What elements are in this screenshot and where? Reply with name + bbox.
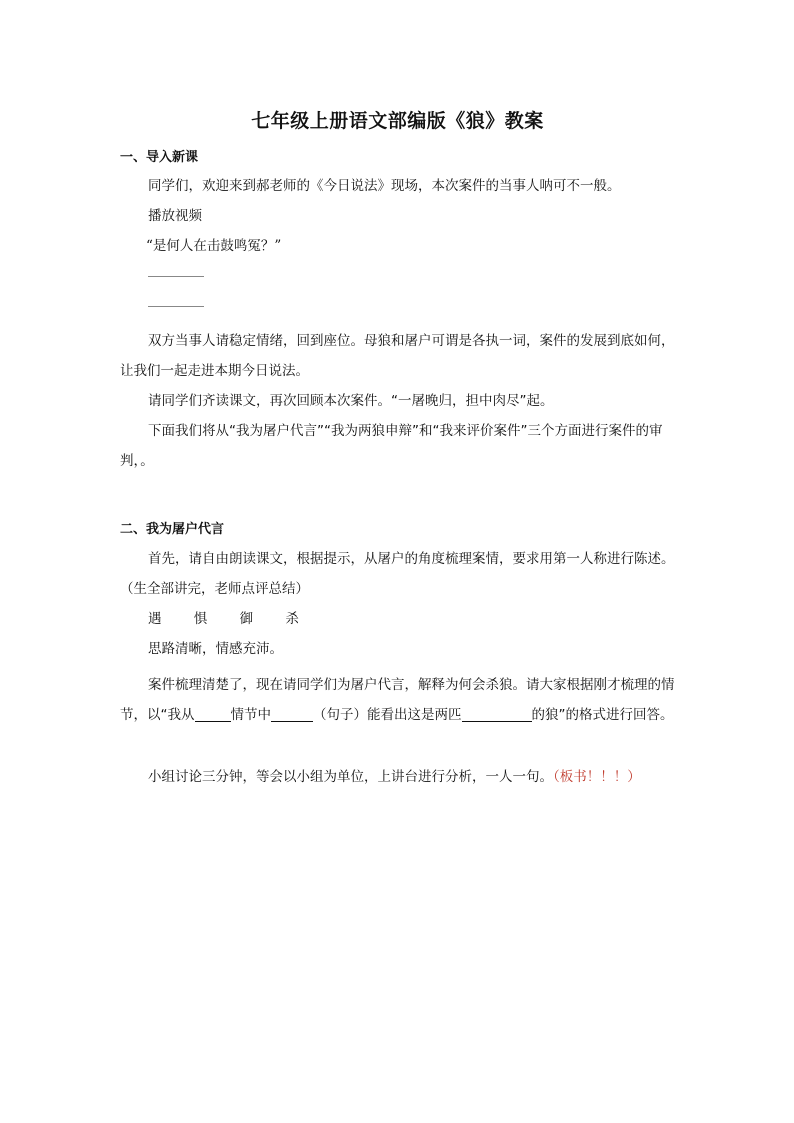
paragraph-play-video: 播放视频 (148, 208, 202, 224)
paragraph-read-aloud: 请同学们齐读课文，再次回顾本次案件。“一屠晚归，担中肉尽”起。 (148, 393, 554, 409)
paragraph-quote: “是何人在击鼓鸣冤？” (146, 238, 282, 254)
fill-text-part-4: 的狼”的格式进行回答。 (531, 707, 674, 723)
dash-rule (148, 276, 204, 277)
blank-sentence[interactable] (271, 707, 313, 722)
paragraph-fill-in-format (120, 670, 675, 730)
paragraph-group-discussion (120, 762, 675, 792)
paragraph-three-aspects: 下面我们将从“我为屠户代言”“我为两狼申辩”和“我来评价案件”三个方面进行案件的审判，。 (120, 423, 663, 469)
dash-line-2 (148, 291, 204, 321)
board-note: （板书！！！） (553, 769, 641, 785)
document-title: 七年级上册语文部编版《狼》教案 (251, 110, 544, 132)
fill-text-part-3: （句子）能看出这是两匹 (313, 707, 462, 723)
discussion-text: 小组讨论三分钟，等会以小组为单位，上讲台进行分析，一人一句。 (148, 769, 553, 785)
section-heading-butcher: 二、我为屠户代言 (120, 522, 225, 537)
blank-wolf-trait[interactable] (462, 707, 532, 722)
paragraph-comment: 思路清晰，情感充沛。 (148, 641, 283, 657)
paragraph-parties: 双方当事人请稳定情绪，回到座位。母狼和屠户可谓是各执一词，案件的发展到底如何，让我们一起走进本期今日说法。 (120, 333, 675, 379)
fill-text-part-2: 情节中 (230, 707, 271, 723)
fill-text-part-1: 案件梳理清楚了，现在请同学们为屠户代言，解释为何会杀狼。请大家根据刚才梳理的情节，以“我从 (120, 677, 675, 723)
dash-line-1 (148, 261, 204, 291)
paragraph-key-words: 遇 惧 御 杀 (148, 611, 313, 627)
paragraph-welcome: 同学们，欢迎来到郝老师的《今日说法》现场，本次案件的当事人呐可不一般。 (148, 178, 621, 194)
blank-plot[interactable] (195, 707, 231, 722)
dash-rule (148, 306, 204, 307)
section-heading-intro: 一、导入新课 (120, 150, 199, 165)
paragraph-free-reading: 首先，请自由朗读课文，根据提示，从屠户的角度梳理案情，要求用第一人称进行陈述。（生全部讲完，老师点评总结） (120, 551, 675, 597)
